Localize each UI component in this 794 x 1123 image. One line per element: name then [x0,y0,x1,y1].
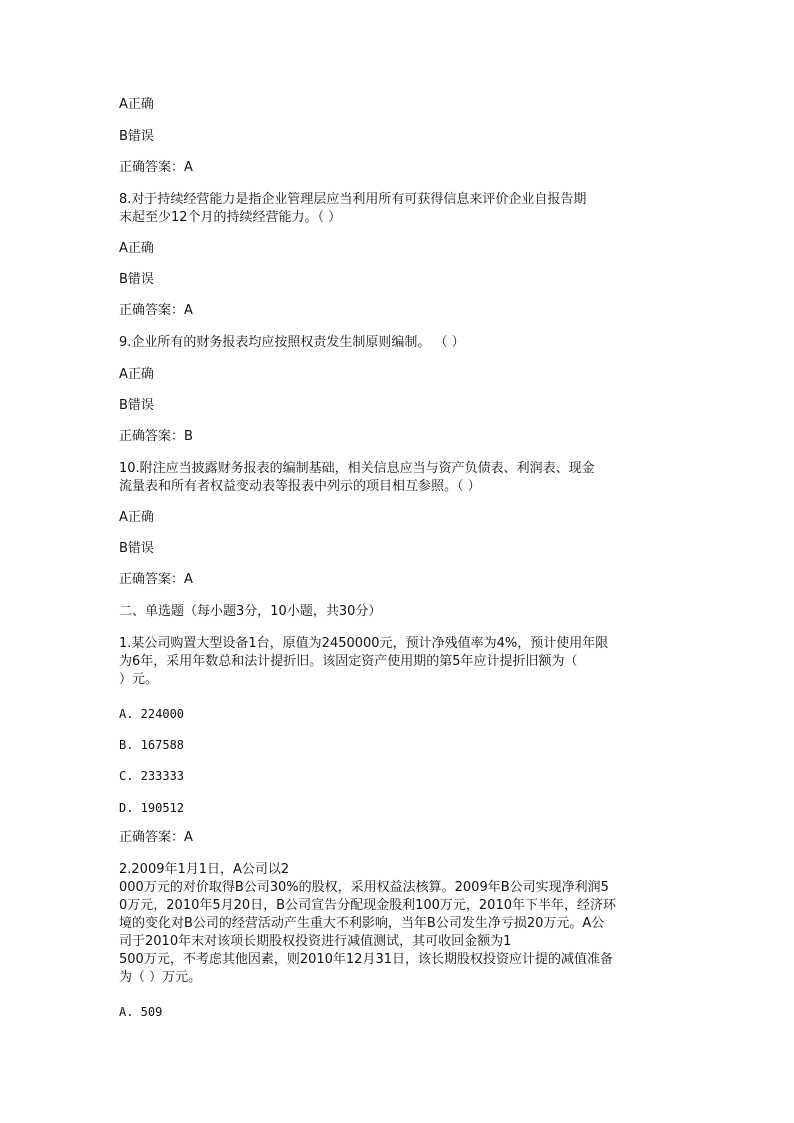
s2-question-line2: 000万元的对价取得B公司30%的股权，采用权益法核算。2009年B公司实现净利润5 [119,880,609,895]
q8-option-b: B错误 [119,272,154,287]
s1-option-a: A. 224000 [119,707,185,721]
s2-question-line7: 为（ ）万元。 [119,970,202,985]
s2-question-line1: 2.2009年1月1日，A公司以2 [119,862,290,877]
q9-option-a: A正确 [119,367,154,382]
q8-question-line2: 末起至少12个月的持续经营能力。（ ） [119,210,342,225]
q8-option-a: A正确 [119,241,154,256]
q9-answer: 正确答案：B [119,429,193,444]
s1-option-c: C. 233333 [119,769,185,783]
s2-question-line5: 司于2010年末对该项长期股权投资进行减值测试，其可收回金额为1 [119,934,512,949]
s1-answer: 正确答案：A [119,830,193,845]
q10-option-b: B错误 [119,541,154,556]
q7-answer: 正确答案：A [119,160,193,175]
q9-question-line1: 9.企业所有的财务报表均应按照权责发生制原则编制。 （ ） [119,335,465,350]
s2-option-a: A. 509 [119,1005,163,1019]
q9-option-b: B错误 [119,398,154,413]
q10-option-a: A正确 [119,510,154,525]
s1-option-b: B. 167588 [119,738,185,752]
q10-question-line1: 10.附注应当披露财务报表的编制基础，相关信息应当与资产负债表、利润表、现金 [119,461,595,476]
s2-question-line6: 500万元，不考虑其他因素，则2010年12月31日，该长期股权投资应计提的减值准备 [119,952,613,967]
q8-question-line1: 8.对于持续经营能力是指企业管理层应当利用所有可获得信息来评价企业自报告期 [119,192,587,207]
s1-question-line3: ）元。 [119,672,159,687]
q8-answer: 正确答案：A [119,303,193,318]
q10-answer: 正确答案：A [119,572,193,587]
s2-question-line4: 境的变化对B公司的经营活动产生重大不利影响，当年B公司发生净亏损20万元。A公 [119,916,605,931]
s1-question-line1: 1.某公司购置大型设备1台，原值为2450000元，预计净残值率为4%，预计使用年限 [119,636,609,651]
q7-option-b: B错误 [119,129,154,144]
section-heading: 二、单选题（每小题3分，10小题，共30分） [119,604,382,619]
s2-question-line3: 0万元，2010年5月20日，B公司宣告分配现金股利100万元，2010年下半年，经济环 [119,898,616,913]
q10-question-line2: 流量表和所有者权益变动表等报表中列示的项目相互参照。（ ） [119,479,481,494]
s1-option-d: D. 190512 [119,801,185,815]
s1-question-line2: 为6年，采用年数总和法计提折旧。该固定资产使用期的第5年应计提折旧额为（ [119,654,578,669]
q7-option-a: A正确 [119,97,154,112]
